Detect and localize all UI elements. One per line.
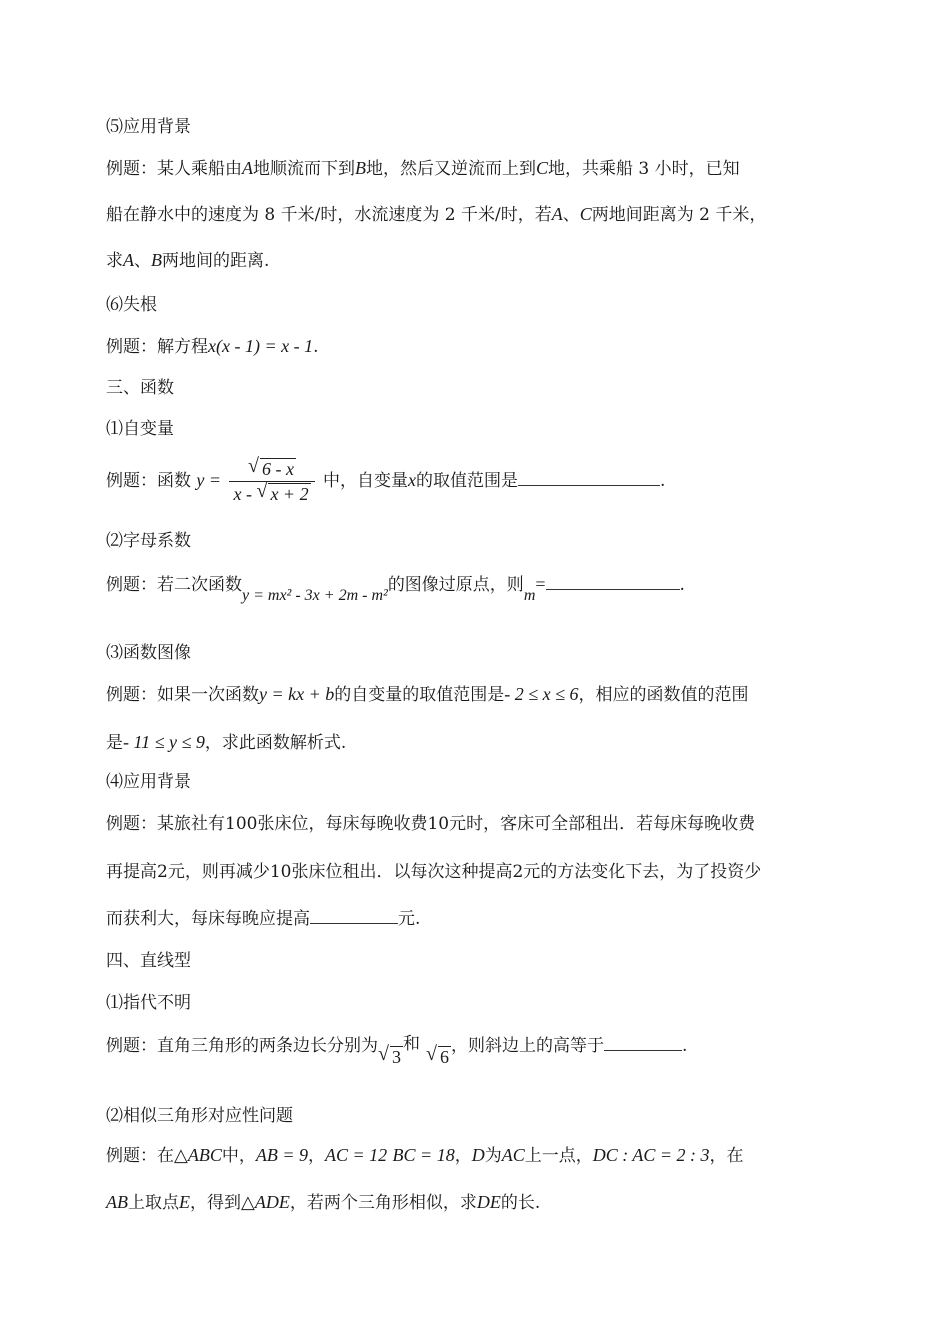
section-heading-6: ⑹失根 (106, 295, 157, 315)
example-similar-line2: AB上取点E，得到△ADE，若两个三角形相似，求DE的长. (106, 1192, 541, 1213)
example-hotel-line2: 再提高2元，则再减少10张床位租出．以每次这种提高2元的方法变化下去，为了投资少 (106, 862, 762, 882)
function-heading-4: ⑷应用背景 (106, 772, 191, 792)
example-boat-line1: 例题：某人乘船由A地顺流而下到B地，然后又逆流而上到C地，共乘船 3 小时，已知 (106, 158, 740, 179)
example-boat-line3: 求A、B两地间的距离. (106, 250, 270, 271)
example-linear-line2: 是- 11 ≤ y ≤ 9，求此函数解析式. (106, 732, 347, 753)
part-heading-functions: 三、函数 (106, 378, 174, 398)
example-right-triangle: 例题：直角三角形的两条边长分别为 √ 3和 √ 6，则斜边上的高等于 . (106, 1034, 688, 1067)
line-heading-1: ⑴指代不明 (106, 993, 191, 1013)
answer-blank[interactable] (518, 469, 660, 486)
answer-blank[interactable] (546, 573, 680, 590)
function-heading-2: ⑵字母系数 (106, 531, 191, 551)
answer-blank[interactable] (604, 1034, 682, 1051)
example-boat-line2: 船在静水中的速度为 8 千米/时，水流速度为 2 千米/时，若A、C两地间距离为 2 千米， (106, 204, 767, 225)
section-heading-5: ⑸应用背景 (106, 117, 191, 137)
example-lost-root: 例题：解方程x(x - 1) = x - 1. (106, 336, 319, 357)
example-similar-line1: 例题：在△ABC中，AB = 9，AC = 12 BC = 18，D为AC上一点，DC : AC = 2 : 3，在 (106, 1145, 744, 1166)
example-hotel-line1: 例题：某旅社有100张床位，每床每晚收费10元时，客床可全部租出．若每床每晚收费 (106, 814, 756, 834)
line-heading-2: ⑵相似三角形对应性问题 (106, 1106, 293, 1126)
answer-blank[interactable] (310, 907, 398, 924)
fraction: √ 6 - x x - √ x + 2 (229, 458, 314, 505)
function-heading-1: ⑴自变量 (106, 419, 174, 439)
example-hotel-line3: 而获利大，每床每晚应提高 元. (106, 909, 421, 929)
part-heading-lines: 四、直线型 (106, 951, 191, 971)
example-coefficient: 例题：若二次函数y = mx² - 3x + 2m - m²的图像过原点，则m= . (106, 574, 685, 604)
example-domain: 例题：函数 y = √ 6 - x x - √ x + 2 中，自变量x的取值范围是 . (106, 455, 666, 504)
function-heading-3: ⑶函数图像 (106, 643, 191, 663)
example-linear-line1: 例题：如果一次函数y = kx + b的自变量的取值范围是- 2 ≤ x ≤ 6，相应的函数值的范围 (106, 684, 749, 705)
